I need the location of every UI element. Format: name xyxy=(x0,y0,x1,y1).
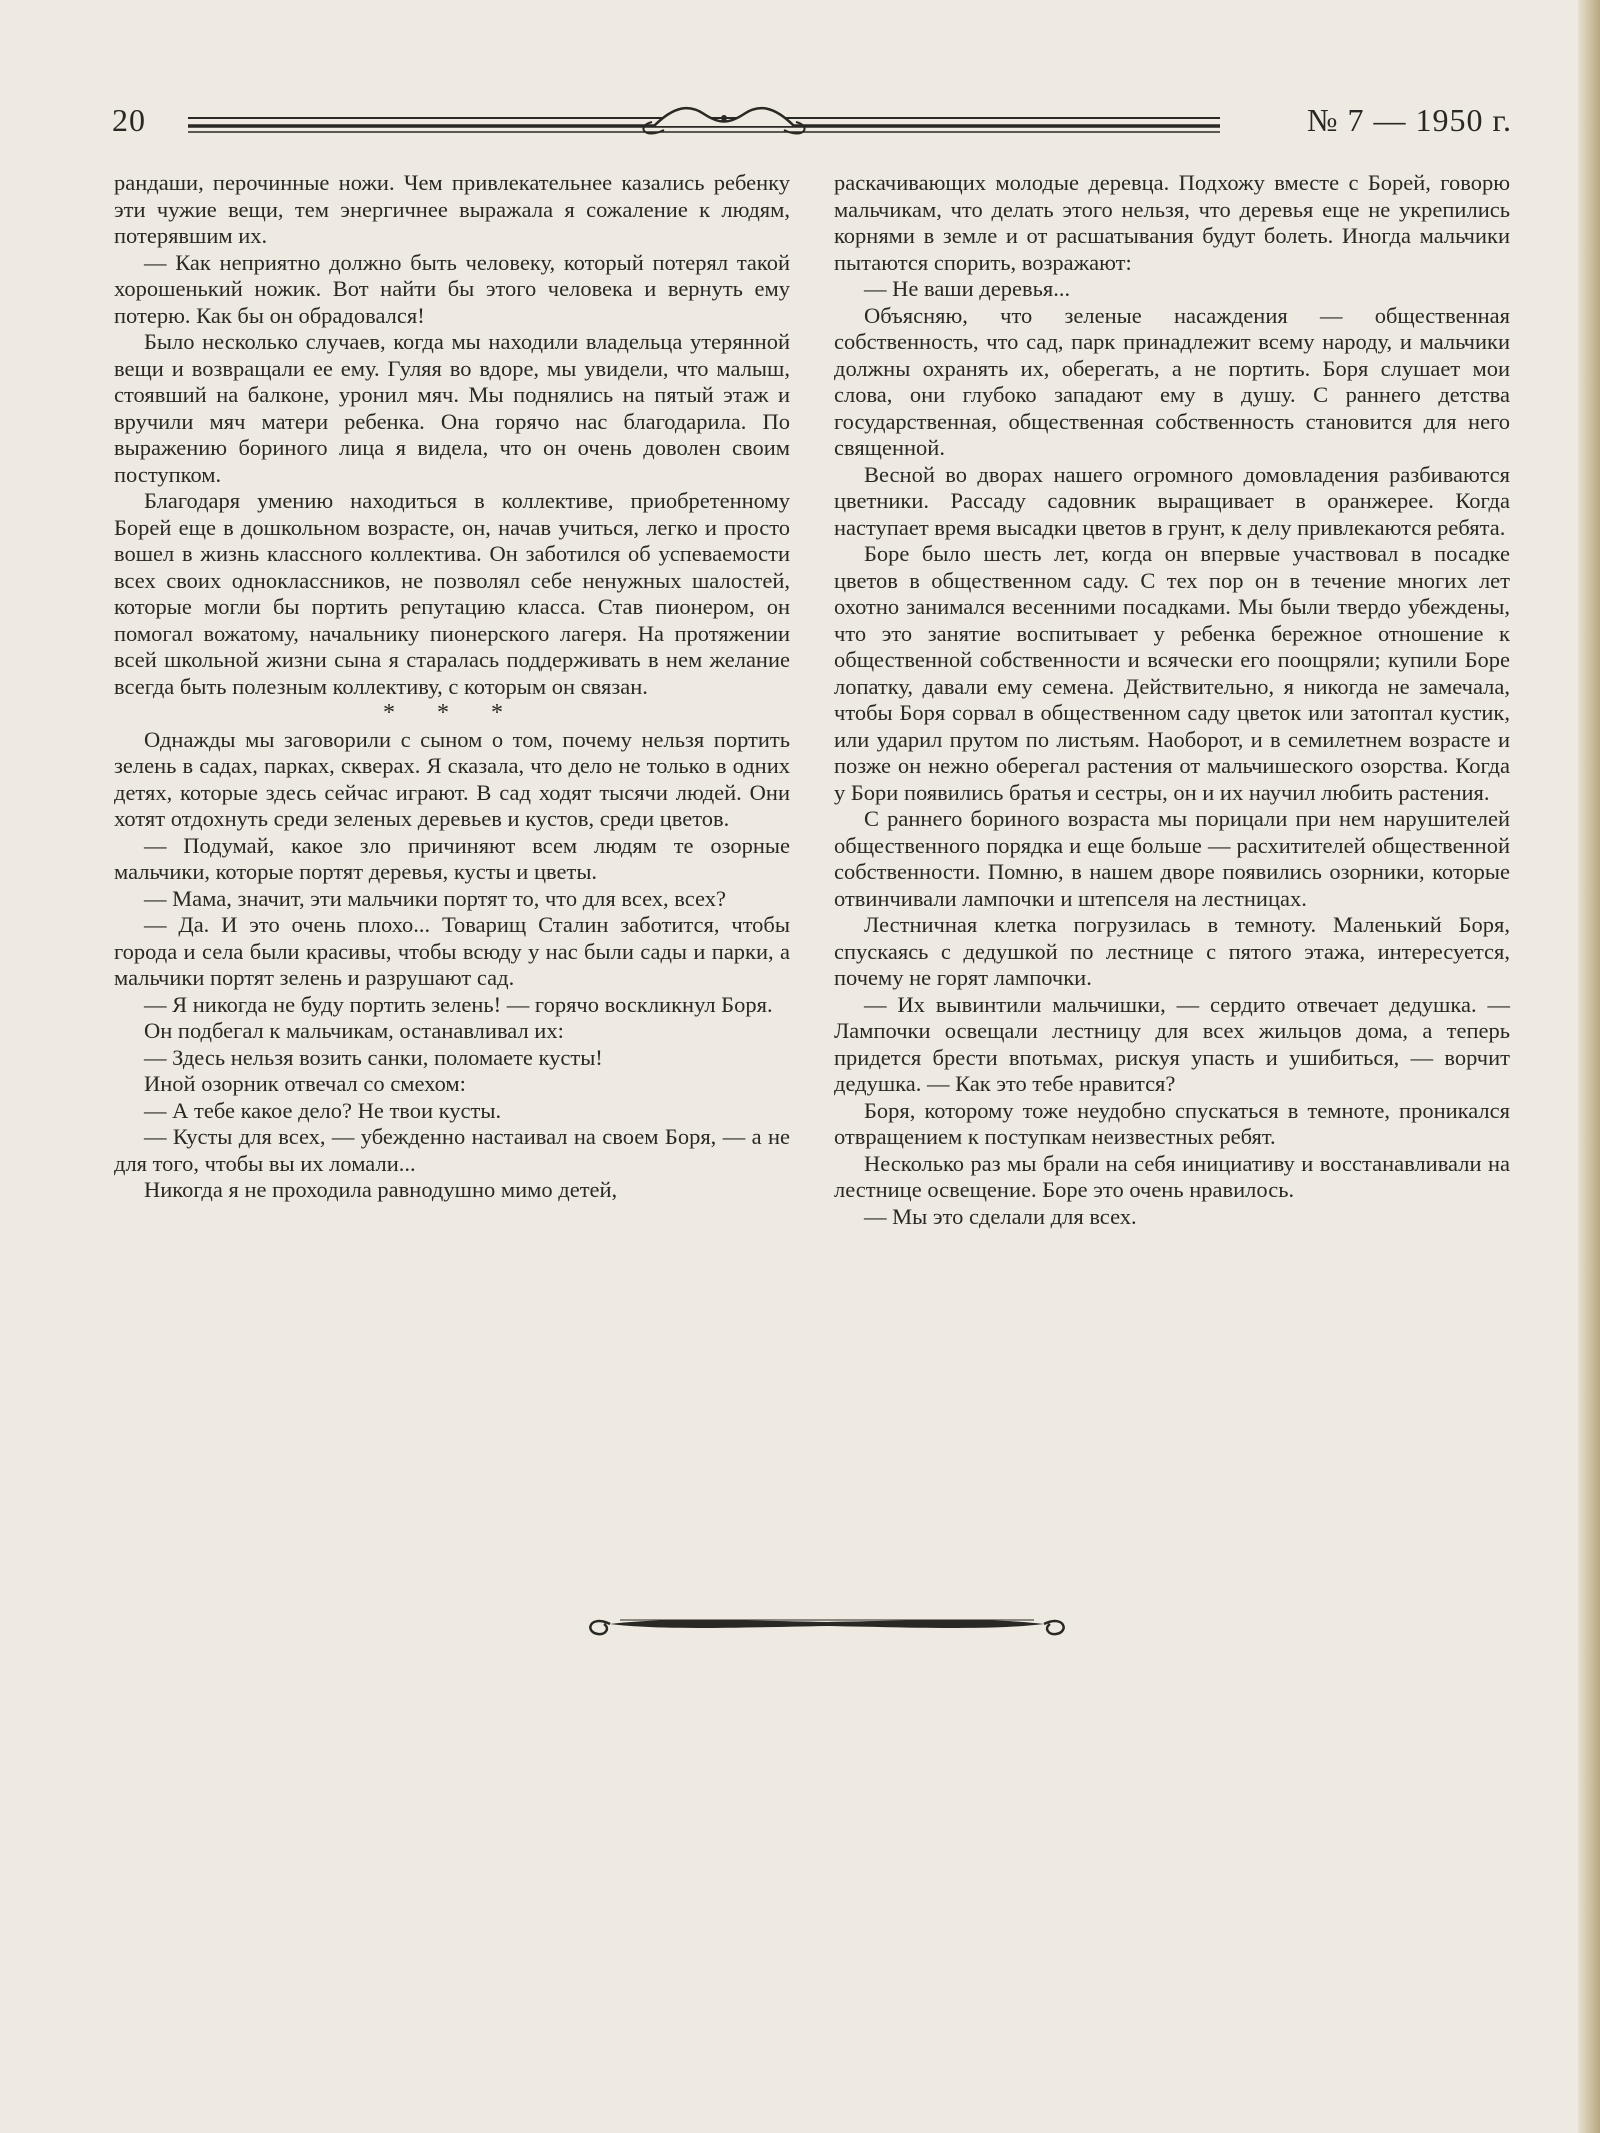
paragraph: Несколько раз мы брали на себя инициативу и восстанавливали на лестнице освещение. Боре это очень нравилось. xyxy=(834,1150,1510,1202)
paragraph: — Кусты для всех, — убежденно настаивал на своем Боря, — а не для того, чтобы вы их ломали... xyxy=(114,1124,790,1176)
issue-number: № 7 — 1950 г. xyxy=(1306,102,1512,138)
header-ornament-rule xyxy=(184,96,1224,152)
paragraph: — Мама, значит, эти мальчики портят то, что для всех, всех? xyxy=(144,885,726,911)
paragraph: — Подумай, какое зло причиняют всем людям те озорные мальчики, которые портят деревья, кусты и цветы. xyxy=(114,832,790,884)
paragraph: раскачивающих молодые деревца. Подхожу вместе с Борей, говорю мальчикам, что делать этого нельзя, что деревья еще не укрепились корнями в земле и от расшатывания будут болеть. Иногда мальчики пытаются спорить, возражают: xyxy=(834,170,1510,275)
page-number: 20 xyxy=(112,102,146,138)
section-separator: * * * xyxy=(383,700,521,726)
paragraph: Лестничная клетка погрузилась в темноту. Маленький Боря, спускаясь с дедушкой по лестнице с пятого этажа, интересуется, почему не горят лампочки. xyxy=(834,912,1510,990)
page-header xyxy=(112,96,1512,152)
paragraph: Благодаря умению находиться в коллективе, приобретенному Борей еще в дошкольном возрасте, он, начав учиться, легко и просто вошел в жизнь классного коллектива. Он заботился об успеваемости всех своих одноклассников, не позволял себе ненужных шалостей, которые могли бы портить репутацию класса. Став пионером, он помогал вожатому, начальнику пионерского лагеря. На протяжении всей школьной жизни сына я старалась поддерживать в нем желание всегда быть полезным коллективу, с которым он связан. xyxy=(114,488,790,699)
left-column xyxy=(114,170,790,1204)
page-edge xyxy=(1578,0,1600,2133)
paragraph: Он подбегал к мальчикам, останавливал их: xyxy=(144,1018,564,1043)
paragraph: — Не ваши деревья... xyxy=(864,276,1071,301)
end-ornament-rule xyxy=(580,1604,1074,1644)
paragraph: — Как неприятно должно быть человеку, который потерял такой хорошенький ножик. Вот найти бы этого человека и вернуть ему потерю. Как бы он обрадовался! xyxy=(114,249,790,328)
paragraph: Иной озорник отвечал со смехом: xyxy=(144,1071,466,1096)
right-column xyxy=(834,170,1510,1230)
paragraph: Было несколько случаев, когда мы находили владельца утерянной вещи и возвращали ее ему. Гуляя во вдоре, мы увидели, что малыш, стоявший на балконе, уронил мяч. Мы поднялись на пятый этаж и вручили мяч матери ребенка. Она горячо нас благодарила. По выражению бориного лица я видела, что он очень доволен своим поступком. xyxy=(114,329,790,487)
paragraph: — Здесь нельзя возить санки, поломаете кусты! xyxy=(144,1044,603,1070)
paragraph: Боря, которому тоже неудобно спускаться в темноте, проникался отвращением к поступкам неизвестных ребят. xyxy=(834,1097,1510,1149)
paragraph: Никогда я не проходила равнодушно мимо детей, xyxy=(144,1177,618,1202)
paragraph: С раннего бориного возраста мы порицали при нем нарушителей общественного порядка и еще больше — расхитителей общественной собственности. Помню, в нашем дворе появились озорники, которые отвинчивали лампочки и штепселя на лестницах. xyxy=(834,806,1510,911)
paragraph: — Да. И это очень плохо... Товарищ Сталин заботится, чтобы города и села были красивы, чтобы всюду у нас были сады и парки, а мальчики портят зелень и разрушают сад. xyxy=(114,912,790,990)
paragraph: — А тебе какое дело? Не твои кусты. xyxy=(144,1097,502,1123)
paragraph: Весной во дворах нашего огромного домовладения разбиваются цветники. Рассаду садовник выращивает в оранжерее. Когда наступает время высадки цветов в грунт, к делу привлекаются ребята. xyxy=(834,461,1510,540)
paragraph: Объясняю, что зеленые насаждения — общественная собственность, что сад, парк принадлежит всему народу, и мальчики должны охранять их, оберегать, а не портить. Боря слушает мои слова, они глубоко западают ему в душу. С раннего детства государственная, общественная собственность становится для него священной. xyxy=(834,302,1510,460)
paragraph: рандаши, перочинные ножи. Чем привлекательнее казались ребенку эти чужие вещи, тем энергичнее выражала я сожаление к людям, потерявшим их. xyxy=(114,170,790,248)
paragraph: Боре было шесть лет, когда он впервые участвовал в посадке цветов в общественном саду. С тех пор он в течение многих лет охотно занимался весенними посадками. Мы были твердо убеждены, что это занятие воспитывает у ребенка бережное отношение к общественной собственности и всячески его поощряли; купили Боре лопатку, давали ему семена. Действительно, я никогда не замечала, чтобы Боря сорвал в общественном саду цветок или затоптал кустик, или ударил прутом по листьям. Наоборот, и в семилетнем возрасте и позже он нежно оберегал растения от мальчишеского озорства. Когда у Бори появились братья и сестры, он и их научил любить растения. xyxy=(834,541,1510,805)
paragraph: — Их вывинтили мальчишки, — сердито отвечает дедушка. — Лампочки освещали лестницу для всех жильцов дома, а теперь придется брести впотьмах, рискуя упасть и ушибиться, — ворчит дедушка. — Как это тебе нравится? xyxy=(834,991,1510,1096)
paragraph: Однажды мы заговорили с сыном о том, почему нельзя портить зелень в садах, парках, скверах. Я сказала, что дело не только в одних детях, которые здесь сейчас играют. В сад ходят тысячи людей. Они хотят отдохнуть среди зеленых деревьев и кустов, среди цветов. xyxy=(114,726,790,831)
paragraph: — Мы это сделали для всех. xyxy=(864,1203,1137,1229)
paragraph: — Я никогда не буду портить зелень! — горячо воскликнул Боря. xyxy=(144,991,773,1017)
